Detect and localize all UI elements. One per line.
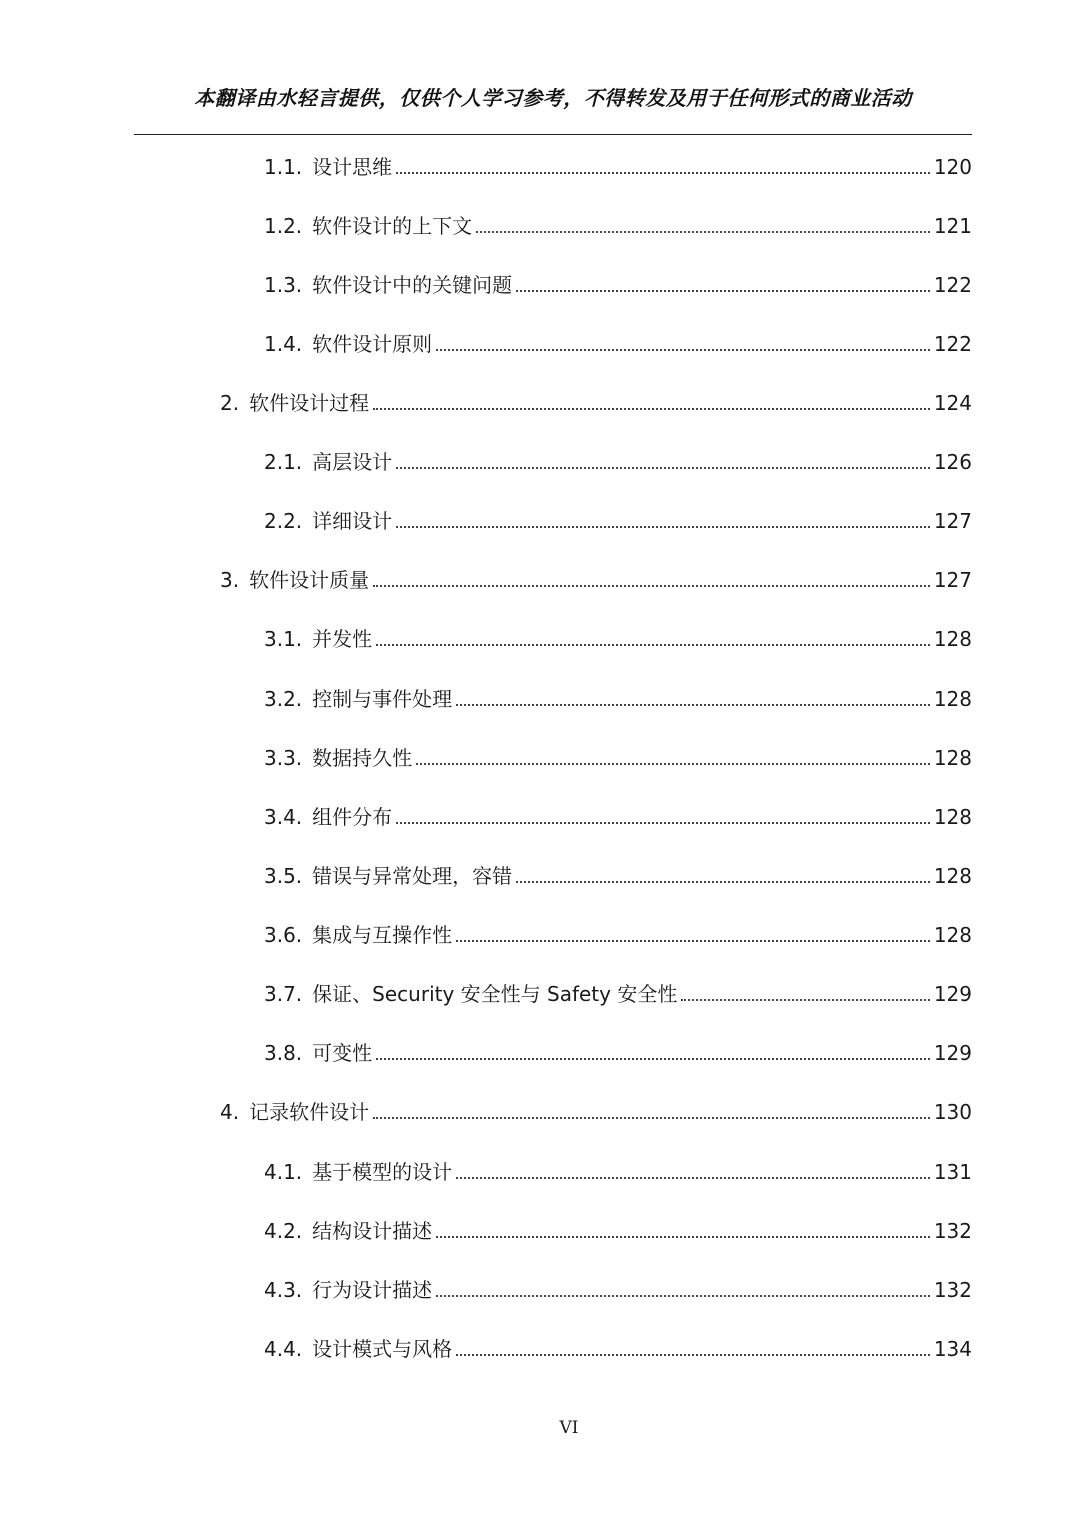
toc-entry-page: 120 xyxy=(933,155,972,179)
toc-entry[interactable] xyxy=(264,1038,972,1068)
toc-entry-number: 1.4. xyxy=(264,332,303,356)
toc-entry-number: 3.6. xyxy=(264,923,303,947)
toc-entry-title: 保证、Security 安全性与 Safety 安全性 xyxy=(312,982,678,1006)
toc-dot-leader xyxy=(476,231,930,233)
toc-entry-title: 软件设计过程 xyxy=(249,391,370,415)
toc-dot-leader xyxy=(456,704,930,706)
toc-entry-number: 4.1. xyxy=(264,1160,303,1184)
toc-entry-page: 131 xyxy=(933,1160,972,1184)
toc-dot-leader xyxy=(373,408,930,410)
toc-entry[interactable] xyxy=(264,270,972,300)
toc-entry-title: 软件设计质量 xyxy=(249,568,370,592)
toc-entry-title: 记录软件设计 xyxy=(249,1100,370,1124)
toc-entry-title: 软件设计中的关键问题 xyxy=(312,273,513,297)
toc-entry-number: 3.8. xyxy=(264,1041,303,1065)
toc-entry-number: 4.3. xyxy=(264,1278,303,1302)
toc-entry-page: 132 xyxy=(933,1278,972,1302)
toc-dot-leader xyxy=(373,585,930,587)
toc-entry-title: 结构设计描述 xyxy=(312,1219,433,1243)
toc-entry-title: 行为设计描述 xyxy=(312,1278,433,1302)
toc-entry-page: 121 xyxy=(933,214,972,238)
toc-entry-page: 124 xyxy=(933,391,972,415)
toc-entry-page: 128 xyxy=(933,627,972,651)
toc-dot-leader xyxy=(396,467,930,469)
toc-entry[interactable] xyxy=(264,1334,972,1364)
toc-entry-title: 高层设计 xyxy=(312,450,393,474)
toc-dot-leader xyxy=(516,881,930,883)
toc-entry[interactable] xyxy=(264,1275,972,1305)
toc-entry[interactable] xyxy=(264,1157,972,1187)
toc-entry[interactable] xyxy=(264,447,972,477)
toc-entry-title: 设计思维 xyxy=(312,155,393,179)
toc-entry-title: 控制与事件处理 xyxy=(312,687,453,711)
toc-entry-title: 并发性 xyxy=(312,627,373,651)
toc-entry-title: 数据持久性 xyxy=(312,746,413,770)
toc-entry-title: 集成与互操作性 xyxy=(312,923,453,947)
toc-entry-number: 3.1. xyxy=(264,627,303,651)
toc-dot-leader xyxy=(396,526,930,528)
toc-entry-number: 2. xyxy=(220,391,240,415)
toc-dot-leader xyxy=(436,1295,930,1297)
toc-entry-number: 1.2. xyxy=(264,214,303,238)
toc-entry-number: 3.5. xyxy=(264,864,303,888)
toc-entry-number: 3.4. xyxy=(264,805,303,829)
toc-entry-page: 127 xyxy=(933,509,972,533)
toc-entry-page: 122 xyxy=(933,273,972,297)
toc-entry-title: 基于模型的设计 xyxy=(312,1160,453,1184)
toc-entry-number: 2.1. xyxy=(264,450,303,474)
toc-entry-title: 软件设计的上下文 xyxy=(312,214,473,238)
toc-entry-number: 3.2. xyxy=(264,687,303,711)
toc-entry-number: 3. xyxy=(220,568,240,592)
toc-entry[interactable] xyxy=(264,506,972,536)
toc-dot-leader xyxy=(436,1236,930,1238)
toc-entry-number: 1.1. xyxy=(264,155,303,179)
toc-entry[interactable] xyxy=(264,152,972,182)
toc-entry-page: 129 xyxy=(933,1041,972,1065)
toc-entry-title: 可变性 xyxy=(312,1041,373,1065)
toc-entry-title: 组件分布 xyxy=(312,805,393,829)
toc-dot-leader xyxy=(436,349,930,351)
page-number-footer: VI xyxy=(559,1418,579,1438)
page-header-notice: 本翻译由水轻言提供，仅供个人学习参考，不得转发及用于任何形式的商业活动 xyxy=(194,86,912,110)
toc-entry[interactable] xyxy=(264,1216,972,1246)
toc-entry[interactable] xyxy=(264,979,972,1009)
toc-entry[interactable] xyxy=(220,1097,972,1127)
toc-dot-leader xyxy=(681,999,929,1001)
toc-entry-number: 4.4. xyxy=(264,1337,303,1361)
toc-dot-leader xyxy=(376,1058,930,1060)
toc-entry-page: 134 xyxy=(933,1337,972,1361)
toc-dot-leader xyxy=(456,1177,930,1179)
toc-dot-leader xyxy=(516,290,930,292)
toc-entry-number: 3.3. xyxy=(264,746,303,770)
toc-entry-page: 127 xyxy=(933,568,972,592)
toc-entry[interactable] xyxy=(264,329,972,359)
toc-entry-number: 2.2. xyxy=(264,509,303,533)
toc-entry[interactable] xyxy=(264,861,972,891)
toc-entry-page: 128 xyxy=(933,687,972,711)
toc-entry-page: 129 xyxy=(933,982,972,1006)
toc-entry-number: 3.7. xyxy=(264,982,303,1006)
toc-entry-title: 错误与异常处理，容错 xyxy=(312,864,513,888)
toc-dot-leader xyxy=(396,822,930,824)
toc-entry[interactable] xyxy=(220,388,972,418)
toc-entry[interactable] xyxy=(264,802,972,832)
toc-dot-leader xyxy=(416,763,930,765)
toc-entry[interactable] xyxy=(264,743,972,773)
toc-entry-page: 128 xyxy=(933,923,972,947)
toc-entry-title: 详细设计 xyxy=(312,509,393,533)
toc-entry-number: 4. xyxy=(220,1100,240,1124)
toc-entry[interactable] xyxy=(264,920,972,950)
toc-entry-page: 130 xyxy=(933,1100,972,1124)
toc-entry-page: 126 xyxy=(933,450,972,474)
toc-entry[interactable] xyxy=(264,684,972,714)
toc-entry[interactable] xyxy=(264,624,972,654)
toc-dot-leader xyxy=(373,1117,930,1119)
toc-entry-title: 设计模式与风格 xyxy=(312,1337,453,1361)
toc-entry-page: 132 xyxy=(933,1219,972,1243)
toc-entry-page: 128 xyxy=(933,746,972,770)
toc-entry-page: 122 xyxy=(933,332,972,356)
toc-entry-number: 1.3. xyxy=(264,273,303,297)
toc-entry[interactable] xyxy=(264,211,972,241)
toc-entry[interactable] xyxy=(220,565,972,595)
toc-dot-leader xyxy=(456,940,930,942)
toc-entry-number: 4.2. xyxy=(264,1219,303,1243)
toc-dot-leader xyxy=(396,172,930,174)
toc-entry-page: 128 xyxy=(933,864,972,888)
toc-entry-title: 软件设计原则 xyxy=(312,332,433,356)
toc-dot-leader xyxy=(376,644,930,646)
toc-dot-leader xyxy=(456,1354,930,1356)
toc-entry-page: 128 xyxy=(933,805,972,829)
